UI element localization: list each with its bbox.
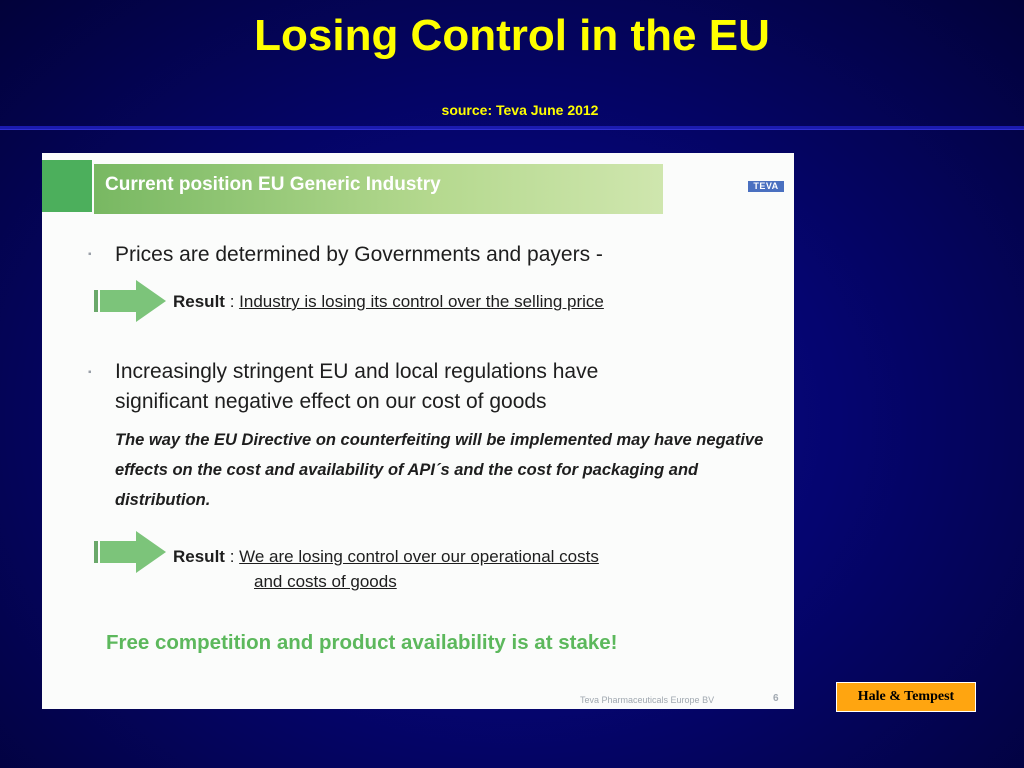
result-separator: :: [224, 292, 240, 311]
source-subtitle: source: Teva June 2012: [441, 102, 599, 118]
bullet-prices: Prices are determined by Governments and payers -: [115, 243, 603, 266]
result-label: Result: [173, 292, 225, 311]
page-title: Losing Control in the EU: [254, 11, 770, 60]
result-1-text: Industry is losing its control over the selling price: [239, 292, 604, 311]
teva-logo: TEVA: [748, 181, 784, 192]
bullet-icon: ▪: [88, 249, 92, 260]
bullet-regulations-line2: significant negative effect on our cost of goods: [115, 390, 547, 413]
result-separator: :: [224, 547, 240, 566]
green-arrow-icon: [94, 531, 166, 573]
result-label: Result: [173, 547, 225, 566]
slide-footer: Teva Pharmaceuticals Europe BV: [580, 695, 715, 705]
result-1: [173, 290, 604, 314]
embedded-slide: [42, 153, 794, 709]
green-arrow-icon: [94, 280, 166, 322]
directive-note: The way the EU Directive on counterfeiting will be implemented may have negative effects on the cost and availability of API´s and the cost for packaging and distribution.: [115, 431, 764, 509]
stake-statement: Free competition and product availability is at stake!: [106, 631, 618, 654]
header-green-block: [42, 160, 92, 212]
result-2: [173, 545, 599, 569]
slide-header-band: [94, 164, 663, 214]
bullet-regulations-line1: Increasingly stringent EU and local regulations have: [115, 360, 599, 383]
result-2-text-line2: and costs of goods: [254, 572, 397, 591]
result-2-text-line1: We are losing control over our operational costs: [239, 547, 599, 566]
result-2-continuation: [254, 570, 397, 594]
slide-page-number: 6: [773, 693, 779, 704]
slide-header-title: Current position EU Generic Industry: [105, 174, 441, 195]
bullet-icon: ▪: [88, 367, 92, 378]
title-divider: [0, 126, 1024, 130]
hale-tempest-badge: Hale & Tempest: [836, 682, 976, 712]
